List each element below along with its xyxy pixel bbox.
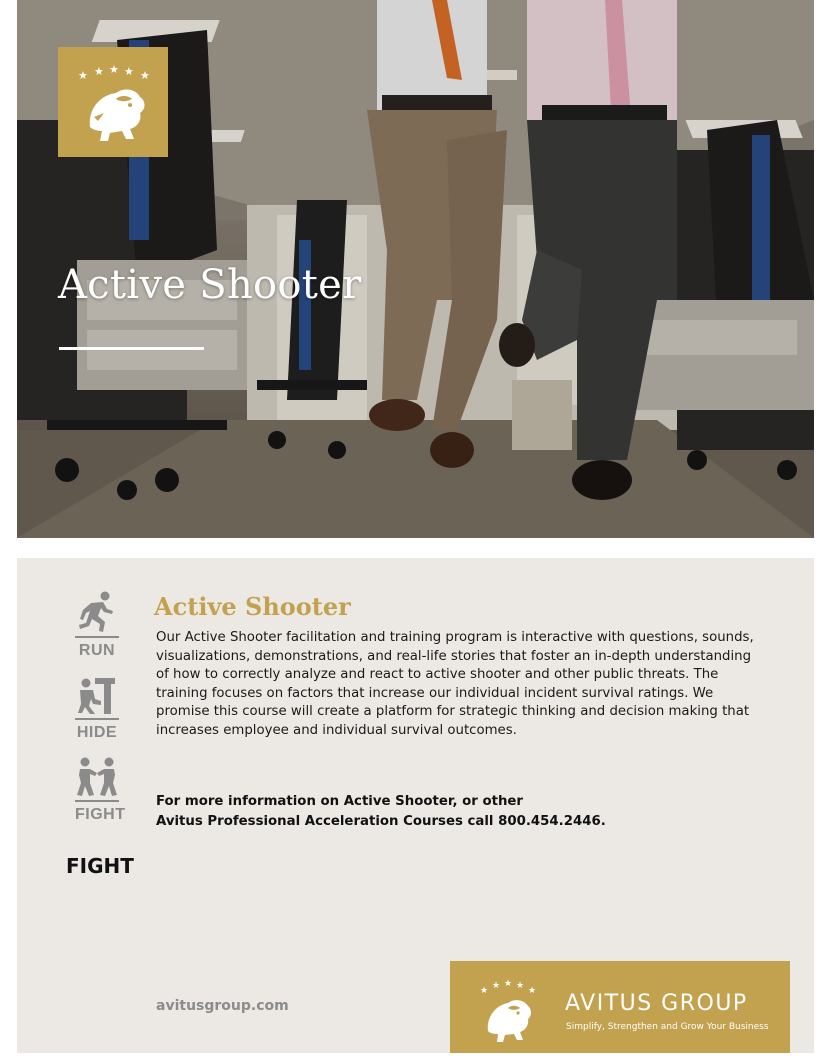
contact-line-2: Avitus Professional Acceleration Courses call 800.454.2446. — [156, 814, 606, 829]
svg-text:★: ★ — [528, 986, 537, 996]
svg-text:★: ★ — [516, 981, 525, 991]
svg-text:★: ★ — [480, 986, 489, 996]
fight-caption: FIGHT — [66, 854, 134, 878]
fight-divider — [75, 800, 119, 802]
hiding-person-icon — [77, 675, 117, 715]
hero-title: Active Shooter — [58, 262, 362, 308]
contact-info — [156, 792, 676, 832]
section-body: Our Active Shooter facilitation and training program is interactive with questions, sounds, visualizations, demonstrations, and real-life stories that foster an in-depth understanding of how to correctly analyze and react to active shooter and other public threats. The training focuses on factors that increase our individual incident survival ratings. We promise this course will create a platform for strategic thinking and decision making that increases employee and individual survival outcomes. — [156, 630, 754, 738]
hide-label: HIDE — [76, 724, 118, 741]
hero-banner — [17, 0, 814, 538]
svg-text:★: ★ — [109, 63, 119, 76]
contact-line-1: For more information on Active Shooter, or other — [156, 794, 523, 809]
svg-text:★: ★ — [78, 69, 88, 82]
svg-text:★: ★ — [124, 65, 134, 78]
website-link[interactable]: avitusgroup.com — [156, 998, 289, 1014]
brand-name: AVITUS GROUP — [565, 991, 748, 1016]
brand-tagline: Simplify, Strengthen and Grow Your Business — [566, 1022, 769, 1032]
svg-text:★: ★ — [94, 65, 104, 78]
run-divider — [75, 636, 119, 638]
section-title: Active Shooter — [154, 592, 351, 621]
hide-icon-block — [75, 675, 119, 742]
hide-divider — [75, 718, 119, 720]
hero-divider — [59, 347, 204, 350]
content-panel — [17, 558, 814, 1053]
fighting-people-icon — [75, 757, 119, 797]
run-icon-block — [75, 591, 119, 660]
fight-label: FIGHT — [75, 806, 126, 823]
brand-logo-box — [450, 961, 790, 1053]
svg-text:★: ★ — [492, 981, 501, 991]
logo-badge — [58, 47, 168, 157]
svg-text:★: ★ — [504, 979, 513, 989]
lion-crest-icon — [450, 961, 560, 1053]
fight-icon-block — [75, 757, 126, 824]
lion-crest-icon — [58, 47, 168, 157]
run-label: RUN — [78, 642, 116, 659]
svg-text:★: ★ — [140, 69, 150, 82]
running-person-icon — [77, 591, 117, 633]
